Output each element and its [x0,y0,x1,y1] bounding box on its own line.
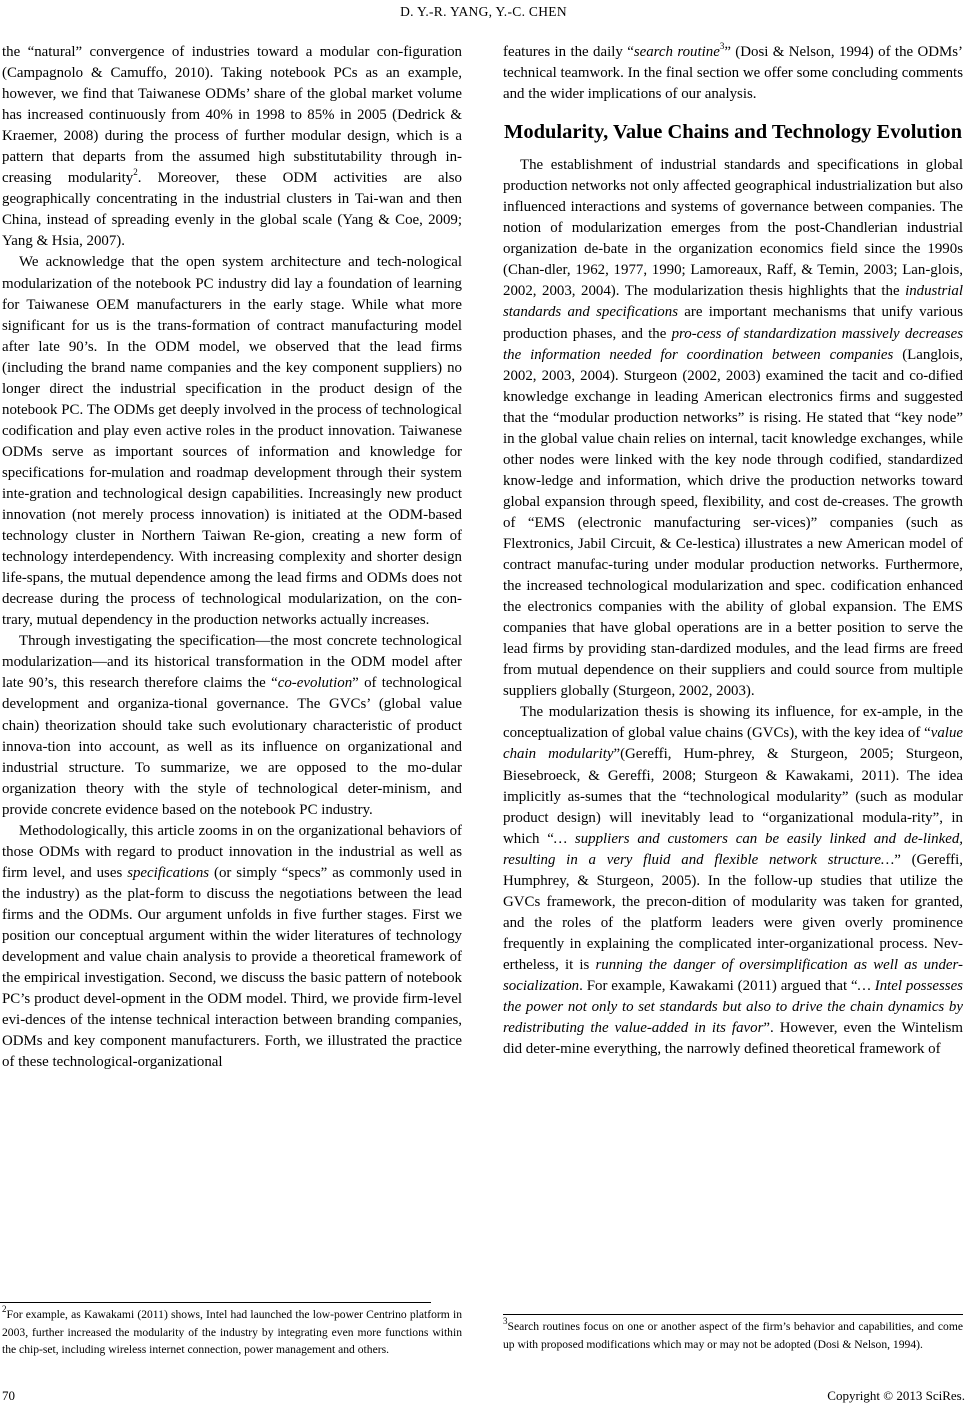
running-header: D. Y.-R. YANG, Y.-C. CHEN [400,4,567,19]
paragraph: We acknowledge that the open system architecture and tech-nological modularization of the notebook PC industry did lay a foundation of learning for Taiwanese OEM manufacturers in the early stage. While what more significant for us is the trans-formation of contract manufacturing model after late 90’s. In the ODM model, we observed that the lead firms (including the brand name companies and the key component suppliers) no longer direct the industrial specification in the product design of the notebook PC. The ODMs get deeply involved in the process of technological codification and play even active roles in the product innovation. Taiwanese ODMs serve as important sources of information and knowledge for specifications for-mulation and roadmap development through their system inte-gration and technological design capabilities. Increasingly new product innovation (not merely process innovation) is initiated at the ODM-based technology cluster in Northern Taiwan Re-gion, creating a new form of technology interdependency. With increasing complexity and shorter design life-spans, the mutual dependence among the lead firms and ODMs does not decrease during the process of technological modularization, on the con-trary, mutual dependency in the production networks actually increases. [2,254,462,629]
emphasis: pro-cess of standardization massively decreases the information needed for coordination between companies [503,325,963,363]
paragraph [2,42,462,252]
emphasis: … Intel possesses the power not only to set standards but also to drive the chain dynamics by redistributing the value-added in its favor [503,977,963,1037]
paragraph-text: the “natural” convergence of industries toward a modular con-figuration (Campagnolo & Camuffo, 2010). Taking notebook PCs as an example, however, we find that Taiwanese ODMs’ share of the global market volume has increased continuously from 40% in 1998 to 85% in 2005 (Dedrick & Kraemer, 2008) during the process of further modular design, which is a pattern that departs from the assumed high substitutability through in-creasing modularity [2,44,462,187]
emphasis: co-evolution [277,675,353,692]
paragraph-text: . Moreover, these ODM activities are also geographically concentrating in the industrial clusters in Tai-wan and then China, instead of spreading evenly in the global scale (Yang & Coe, 2009; Yang & Hsia, 2007). [2,170,462,250]
paragraph [503,702,963,1060]
paragraph-text: Through investigating the specification—the most concrete technological modularization—and its historical transformation in the ODM model after late 90’s, this research therefore claims the “ [2,633,462,692]
left-column [2,42,462,1073]
footnote-ref: 3 [719,41,725,52]
page-number: 70 [2,1388,15,1403]
paragraph-text: The modularization thesis is showing its influence, for ex-ample, in the conceptualization of global value chains (GVCs), with the key idea of “ [503,704,963,742]
footnote-rule [0,1302,431,1303]
copyright-notice: Copyright © 2013 SciRes. [827,1388,965,1403]
footnote [2,1306,462,1359]
emphasis: value chain modularity [503,725,963,763]
paragraph-text: ”. However, even the Wintelism did deter-mine everything, the narrowly defined theoretical framework of [503,1020,963,1058]
footnote-rule [503,1314,963,1315]
section-heading: Modularity, Value Chains and Technology Evolution [504,121,962,144]
paragraph-text: ” (Dosi & Nelson, 1994) of the ODMs’ technical teamwork. In the final section we offer some concluding comments and the wider implications of our analysis. [503,44,963,103]
paragraph [503,42,963,105]
paragraph-text: features in the daily “ [503,44,634,60]
paragraph [2,631,462,820]
footnote-ref: 2 [133,167,138,178]
paragraph [2,821,462,1074]
footnote [503,1318,963,1353]
footnote-text: Search routines focus on one or another aspect of the firm’s behavior and capabilities, and come up with proposed modifications which may or may not be adopted (Dosi & Nelson, 1994). [503,1320,963,1351]
paragraph-text: . For example, Kawakami (2011) argued that “ [579,977,858,994]
paragraph-text: (Langlois, 2002, 2003, 2004). Sturgeon (2002, 2003) examined the tacit and co-dified knowledge exchange in leading American electronics firms and suggested that the “modular production networks” is rising. He stated that “key node” in the global value chain relies on internal, tacit knowledge exchanges, while other nodes were linked with the key node through codified, standardized know-ledge and information, which drive the production networks toward global expansion through speed, flexibility, and cost de-creases. The growth of “EMS (electronic manufacturing ser-vices)” companies (such as Flextronics, Jabil Circuit, & Ce-lestica) illustrates a new American model of contract manufac-turing under modular production networks. Furthermore, the increased technological modularization and spec. codification enhanced the electronics companies with the ability of global expansion. The EMS companies that have global operations are in a better position to serve the lead firms by providing stan-dardized modules, and the lead firms are freed from mutual dependence on their suppliers and could source from multiple suppliers globally (Sturgeon, 2002, 2003). [503,346,964,700]
footnote-mark: 2 [2,1304,7,1315]
paragraph-text: ” of technological development and organiza-tional governance. The GVCs’ (global value chain) theorization should take such evolutionary characteristic of product innova-tion into account, as well as its influence on organizational and industrial structure. To summarize, we are opposed to the mo-dular organization theory with the style of technological deter-minism, and provide concrete evidence based on the notebook PC industry. [2,675,463,818]
paragraph-text: ” (Gereffi, Humphrey, & Sturgeon, 2005). In the follow-up studies that utilize the GVCs framework, the precon-dition of modularity was taken for granted, and the roles of the platform leaders were given overly prominence frequently in explaining the complicated inter-organizational process. Nev-ertheless, it is [503,851,963,973]
emphasis: industrial standards and specifications [503,283,963,321]
footnote-text: For example, as Kawakami (2011) shows, Intel had launched the low-power Centrino platform in 2003, further increased the modularity of the industry by integrating even more functions within the chip-set, including wireless internet connection, power management and others. [2,1308,462,1357]
paragraph-text: ”(Gereffi, Hum-phrey, & Sturgeon, 2005; Sturgeon, Biesebroeck, & Gereffi, 2008; Sturgeon & Kawakami, 2011). The idea implicitly as-sumes that the “technological modularity” (such as modular product design) will inevitably lead to “organizational modula-rity”, in which “ [503,746,963,847]
emphasis: specifications [127,864,210,881]
emphasis: running the danger of oversimplification as well as under-socialization [503,956,963,994]
emphasis: search routine [633,44,720,60]
paragraph-text: are important mechanisms that unify various production phases, and the [503,304,963,342]
emphasis: … suppliers and customers can be easily linked and de-linked, resulting in a very fluid and flexible network structure… [503,830,963,868]
paragraph-text: Methodologically, this article zooms in on the organizational behaviors of those ODMs with regard to product innovation in the industrial as well as firm level, and uses [2,822,462,881]
paragraph-text: (or simply “specs” as commonly used in the industry) as the plat-form to discuss the negotiations between the lead firms and the ODMs. Our argument unfolds in five further stages. First we position our conceptual argument within the wider literatures of technology development and value chain analysis to provide a theoretical framework of the empirical investigation. Second, we discuss the basic pattern of notebook PC’s product devel-opment in the ODM model. Third, we provide firm-level evi-dences of the intense technical interaction between branding companies, ODMs and key component manufacturers. Forth, we illustrated the practice of these technological-organizational [2,864,462,1071]
right-column [503,42,963,1060]
paragraph [503,155,963,702]
paragraph-text: The establishment of industrial standards and specifications in global production networks not only affected geographical industrialization but also influenced interactions and systems of governance between companies. The notion of modularization emerges from the post-Chandlerian industrial organization de-bate in the organization economics field since the 1990s (Chan-dler, 1962, 1977, 1990; Lamoreaux, Raff, & Temin, 2003; Lan-glois, 2002, 2003, 2004). The modularization thesis highlights that the [503,157,963,300]
footnote-mark: 3 [503,1316,508,1327]
